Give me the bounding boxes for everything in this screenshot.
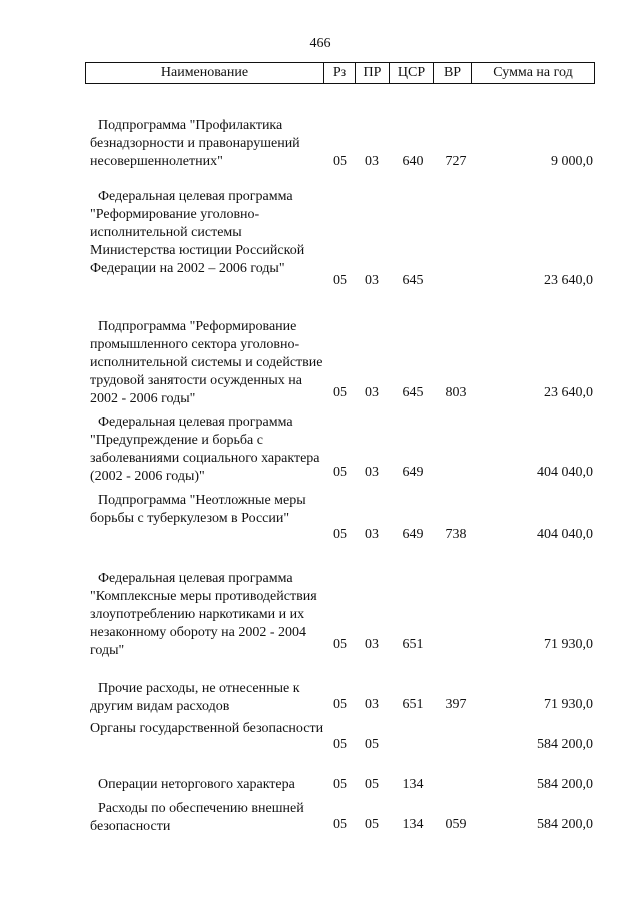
header-name: Наименование bbox=[86, 63, 324, 83]
table-row bbox=[0, 776, 640, 794]
row-csr: 134 bbox=[402, 777, 424, 792]
row-vr: 738 bbox=[445, 527, 467, 542]
row-rz: 05 bbox=[333, 777, 347, 792]
row-pr: 03 bbox=[365, 697, 379, 712]
table-row bbox=[0, 318, 640, 406]
row-sum: 584 200,0 bbox=[537, 777, 593, 792]
row-vr: 397 bbox=[445, 697, 467, 712]
page-number: 466 bbox=[309, 36, 331, 51]
row-vr: 727 bbox=[445, 154, 467, 169]
row-sum: 584 200,0 bbox=[537, 737, 593, 752]
row-rz: 05 bbox=[333, 737, 347, 752]
row-rz: 05 bbox=[333, 154, 347, 169]
row-name: Расходы по обеспечению внешней безопасности bbox=[90, 801, 304, 834]
table-row bbox=[0, 570, 640, 658]
row-sum: 23 640,0 bbox=[544, 273, 593, 288]
table-row bbox=[0, 414, 640, 482]
row-pr: 03 bbox=[365, 465, 379, 480]
row-csr: 651 bbox=[402, 697, 424, 712]
row-csr: 645 bbox=[402, 273, 424, 288]
table-row bbox=[0, 680, 640, 714]
row-csr: 134 bbox=[402, 817, 424, 832]
header-sum: Сумма на год bbox=[493, 65, 573, 80]
row-name: Операции неторгового характера bbox=[98, 777, 295, 792]
table-header bbox=[85, 62, 595, 84]
row-rz: 05 bbox=[333, 465, 347, 480]
row-pr: 05 bbox=[365, 777, 379, 792]
header-rz: Рз bbox=[324, 63, 356, 83]
row-csr: 649 bbox=[402, 465, 424, 480]
row-sum: 23 640,0 bbox=[544, 385, 593, 400]
row-name: Подпрограмма "Неотложные меры борьбы с туберкулезом в России" bbox=[90, 493, 306, 526]
row-sum: 404 040,0 bbox=[537, 465, 593, 480]
row-name: Подпрограмма "Профилактика безнадзорности и правонарушений несовершеннолетних" bbox=[90, 118, 300, 169]
row-sum: 71 930,0 bbox=[544, 697, 593, 712]
table-row bbox=[0, 720, 640, 754]
row-sum: 584 200,0 bbox=[537, 817, 593, 832]
table-row bbox=[0, 800, 640, 834]
row-csr: 640 bbox=[402, 154, 424, 169]
row-csr: 649 bbox=[402, 527, 424, 542]
row-rz: 05 bbox=[333, 637, 347, 652]
row-rz: 05 bbox=[333, 273, 347, 288]
header-csr: ЦСР bbox=[390, 63, 434, 83]
header-pr: ПР bbox=[356, 63, 390, 83]
row-name: Федеральная целевая программа "Предупреждение и борьба с заболеваниями социального характера (2002 - 2006 годы)" bbox=[90, 415, 320, 484]
row-pr: 05 bbox=[365, 817, 379, 832]
row-csr: 651 bbox=[402, 637, 424, 652]
row-pr: 03 bbox=[365, 637, 379, 652]
row-csr: 645 bbox=[402, 385, 424, 400]
row-name: Прочие расходы, не отнесенные к другим видам расходов bbox=[90, 681, 300, 714]
row-sum: 9 000,0 bbox=[551, 154, 593, 169]
row-rz: 05 bbox=[333, 527, 347, 542]
row-sum: 71 930,0 bbox=[544, 637, 593, 652]
row-rz: 05 bbox=[333, 697, 347, 712]
row-rz: 05 bbox=[333, 385, 347, 400]
header-vr: ВР bbox=[434, 63, 472, 83]
row-name: Подпрограмма "Реформирование промышленного сектора уголовно-исполнительной системы и содействие трудовой занятости осужденных на 2002 - 2006 годы" bbox=[90, 319, 323, 406]
table-row bbox=[0, 492, 640, 544]
row-name: Федеральная целевая программа "Реформирование уголовно-исполнительной системы Министерства юстиции Российской Федерации на 2002 – 2006 годы" bbox=[90, 189, 305, 276]
row-name: Органы государственной безопасности bbox=[90, 721, 324, 736]
row-pr: 03 bbox=[365, 385, 379, 400]
row-sum: 404 040,0 bbox=[537, 527, 593, 542]
row-vr: 803 bbox=[445, 385, 467, 400]
table-row bbox=[0, 117, 640, 171]
row-rz: 05 bbox=[333, 817, 347, 832]
row-pr: 03 bbox=[365, 154, 379, 169]
row-vr: 059 bbox=[445, 817, 467, 832]
row-pr: 05 bbox=[365, 737, 379, 752]
row-pr: 03 bbox=[365, 273, 379, 288]
row-pr: 03 bbox=[365, 527, 379, 542]
table-row bbox=[0, 188, 640, 290]
row-name: Федеральная целевая программа "Комплексные меры противодействия злоупотреблению наркотиками и их незаконному обороту на 2002 - 2004 годы" bbox=[90, 571, 317, 658]
